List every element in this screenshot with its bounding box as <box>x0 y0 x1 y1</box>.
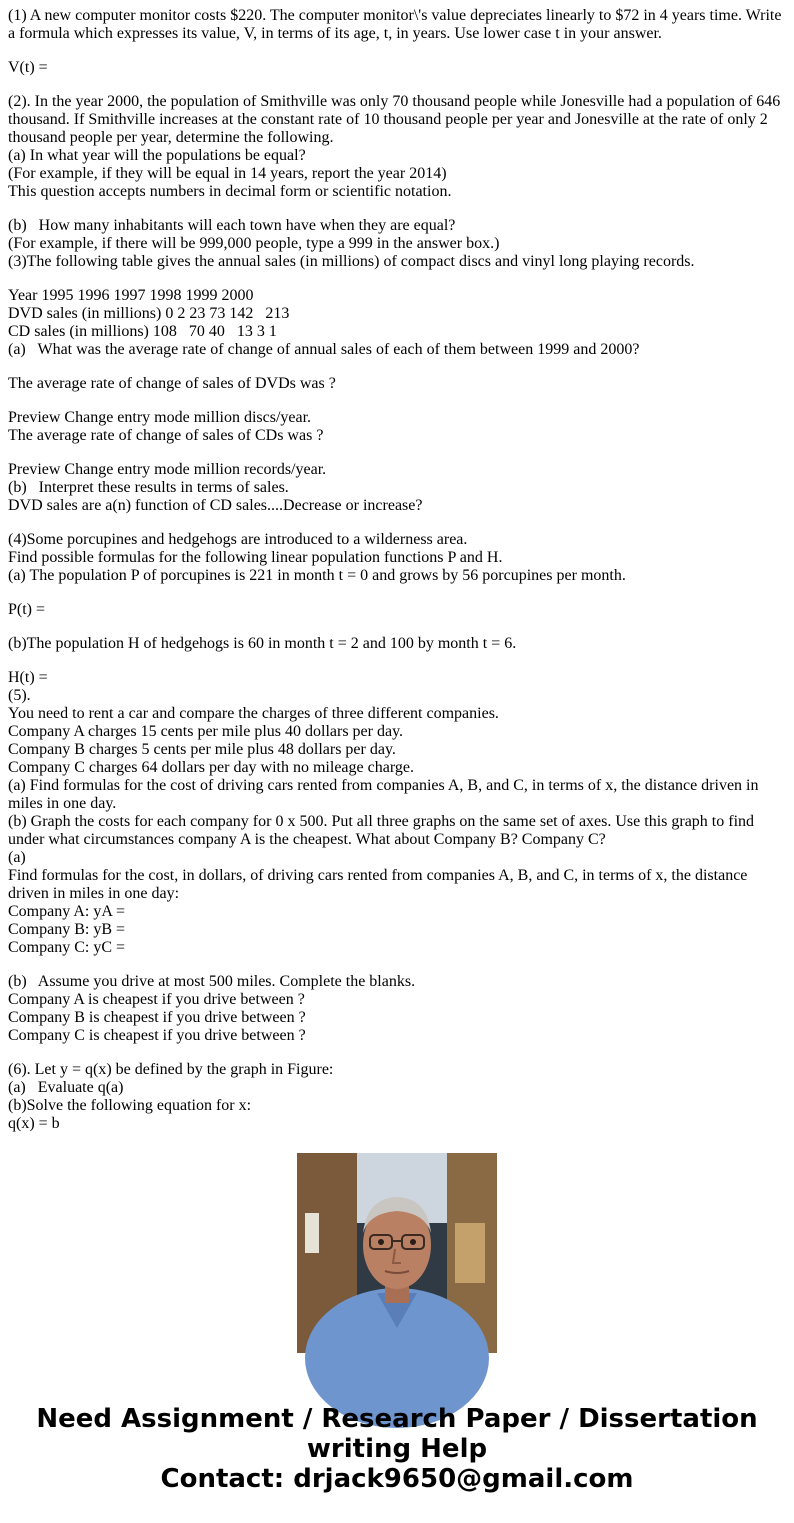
question-line: (4)Some porcupines and hedgehogs are introduced to a wilderness area. <box>8 531 468 548</box>
blank-line <box>8 585 786 601</box>
question-line: (b)The population H of hedgehogs is 60 in month t = 2 and 100 by month t = 6. <box>8 635 517 652</box>
banner-line-2: writing Help <box>306 1434 488 1464</box>
question-line: Company A charges 15 cents per mile plus 40 dollars per day. <box>8 723 404 740</box>
question-line: (a) Evaluate q(a) <box>8 1079 124 1096</box>
blank-line <box>8 393 786 409</box>
assignment-help-banner <box>0 1404 794 1494</box>
question-line: Year 1995 1996 1997 1998 1999 2000 <box>8 287 254 304</box>
blank-line <box>8 201 786 217</box>
question-line: (b)Solve the following equation for x: <box>8 1097 252 1114</box>
question-line: (b) How many inhabitants will each town have when they are equal? <box>8 217 456 234</box>
blank-line <box>8 653 786 669</box>
question-line: H(t) = <box>8 669 48 686</box>
question-line: Company B charges 5 cents per mile plus 48 dollars per day. <box>8 741 396 758</box>
banner-line-1: Need Assignment / Research Paper / Dissertation <box>36 1404 758 1434</box>
person-photo-icon <box>297 1153 497 1353</box>
question-line: This question accepts numbers in decimal form or scientific notation. <box>8 183 452 200</box>
question-line: (2). In the year 2000, the population of Smithville was only 70 thousand people while Jonesville had a population of 646 thousand. If Smithville increases at the constant rate of 10 thousand people per year and Jonesville at the rate of only 2 thousand people per year, determine the following. <box>8 93 785 146</box>
blank-line <box>8 359 786 375</box>
question-line: Company A is cheapest if you drive between ? <box>8 991 305 1008</box>
question-line: CD sales (in millions) 108 70 40 13 3 1 <box>8 323 277 340</box>
question-line: Company B: yB = <box>8 921 126 938</box>
blank-line <box>8 271 786 287</box>
question-line: DVD sales (in millions) 0 2 23 73 142 213 <box>8 305 290 322</box>
question-line: (3)The following table gives the annual sales (in millions) of compact discs and vinyl long playing records. <box>8 253 695 270</box>
question-line: V(t) = <box>8 59 48 76</box>
question-line: DVD sales are a(n) function of CD sales....Decrease or increase? <box>8 497 423 514</box>
question-line: (a) Find formulas for the cost of driving cars rented from companies A, B, and C, in terms of x, the distance driven in miles in one day. <box>8 777 763 812</box>
blank-line <box>8 43 786 59</box>
blank-line <box>8 445 786 461</box>
question-line: Preview Change entry mode million discs/year. <box>8 409 312 426</box>
question-line: The average rate of change of sales of CDs was ? <box>8 427 324 444</box>
blank-line <box>8 957 786 973</box>
question-line: P(t) = <box>8 601 46 618</box>
question-line: (6). Let y = q(x) be defined by the graph in Figure: <box>8 1061 334 1078</box>
blank-line <box>8 1045 786 1061</box>
question-line: (b) Assume you drive at most 500 miles. Complete the blanks. <box>8 973 416 990</box>
question-line: (5). <box>8 687 31 704</box>
question-line: (a) In what year will the populations be equal? <box>8 147 306 164</box>
question-line: Find possible formulas for the following linear population functions P and H. <box>8 549 503 566</box>
blank-line <box>8 619 786 635</box>
question-line: Company B is cheapest if you drive between ? <box>8 1009 306 1026</box>
question-line: Company A: yA = <box>8 903 126 920</box>
question-line: (b) Graph the costs for each company for 0 x 500. Put all three graphs on the same set of axes. Use this graph to find under what circumstances company A is the cheapest. What about Company B? Company C? <box>8 813 759 848</box>
question-line: (For example, if there will be 999,000 people, type a 999 in the answer box.) <box>8 235 500 252</box>
question-line: (1) A new computer monitor costs $220. The computer monitor\'s value depreciates linearly to $72 in 4 years time. Write a formula which expresses its value, V, in terms of its age, t, in years. Use lower case t in your answer. <box>8 7 786 42</box>
avatar <box>297 1153 497 1353</box>
question-line: (For example, if they will be equal in 14 years, report the year 2014) <box>8 165 447 182</box>
question-text <box>8 7 786 1132</box>
question-line: q(x) = b <box>8 1115 60 1132</box>
question-line: Company C is cheapest if you drive between ? <box>8 1027 306 1044</box>
question-line: The average rate of change of sales of DVDs was ? <box>8 375 336 392</box>
question-line: You need to rent a car and compare the charges of three different companies. <box>8 705 499 722</box>
banner-contact-line: Contact: drjack9650@gmail.com <box>160 1464 634 1494</box>
question-line: (a) <box>8 849 26 866</box>
question-line: Find formulas for the cost, in dollars, of driving cars rented from companies A, B, and C, in terms of x, the distance driven in miles in one day: <box>8 867 752 902</box>
question-line: Preview Change entry mode million records/year. <box>8 461 327 478</box>
question-line: (a) What was the average rate of change of annual sales of each of them between 1999 and 2000? <box>8 341 640 358</box>
question-line: (b) Interpret these results in terms of sales. <box>8 479 289 496</box>
question-line: Company C charges 64 dollars per day with no mileage charge. <box>8 759 414 776</box>
question-line: Company C: yC = <box>8 939 126 956</box>
question-line: (a) The population P of porcupines is 221 in month t = 0 and grows by 56 porcupines per month. <box>8 567 626 584</box>
blank-line <box>8 77 786 93</box>
blank-line <box>8 515 786 531</box>
